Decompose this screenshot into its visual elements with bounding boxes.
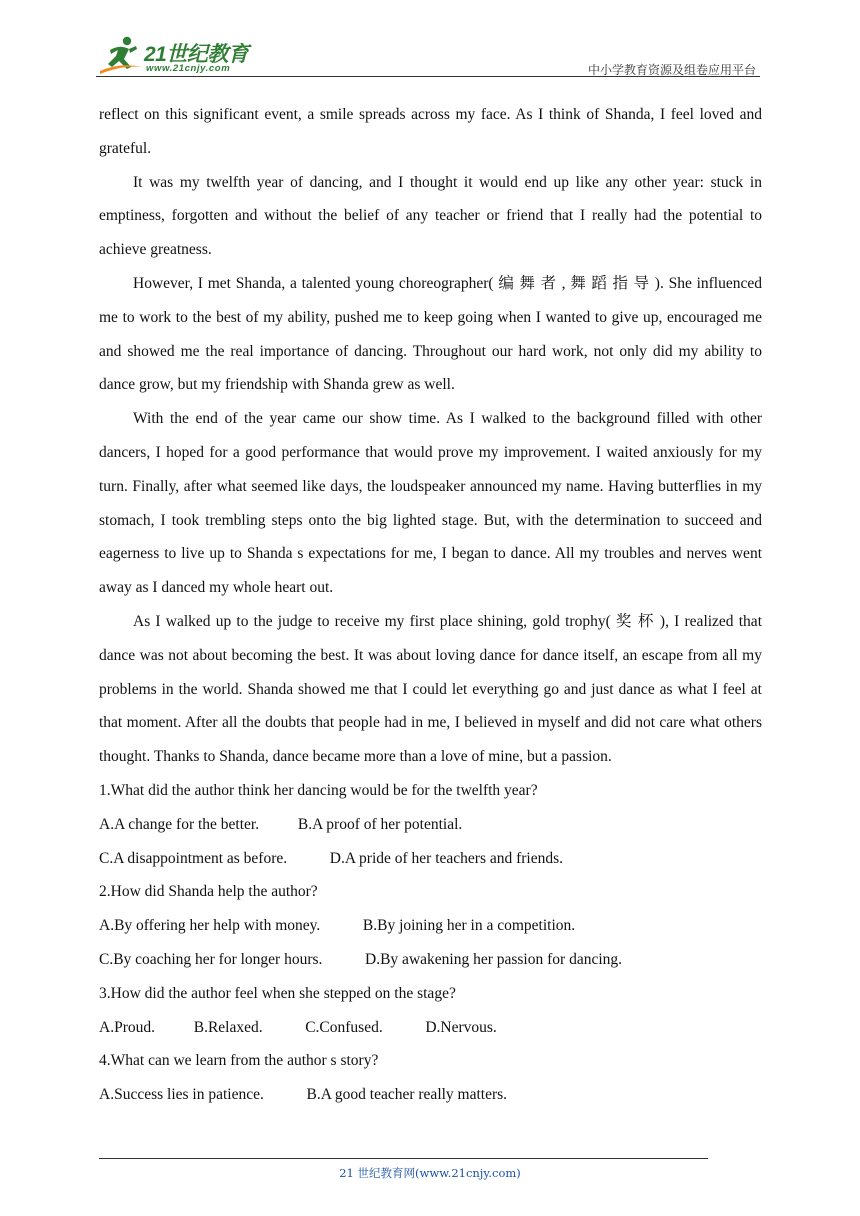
- question-stem: 1.What did the author think her dancing would be for the twelfth year?: [99, 781, 538, 799]
- question-options: C.By coaching her for longer hours. D.By awakening her passion for dancing.: [99, 950, 623, 968]
- header-divider: [96, 76, 760, 77]
- passage-paragraph: It was my twelfth year of dancing, and I thought it would end up like any other year: stuck in emptiness, forgotten and without the belief of any teacher or friend that I really had the potential to achieve greatness.: [99, 173, 762, 259]
- running-man-icon: [96, 34, 146, 76]
- logo-url: www.21cnjy.com: [146, 63, 231, 74]
- platform-name: 中小学教育资源及组卷应用平台: [587, 63, 756, 77]
- footer-divider: [99, 1158, 708, 1159]
- page-footer: 21 世纪教育网(www.21cnjy.com): [339, 1166, 521, 1180]
- passage-paragraph: However, I met Shanda, a talented young choreographer( 编 舞 者 , 舞 蹈 指 导 ). She influenced me to work to the best of my ability, pushed me to keep going when I wanted to give up, encouraged me and showed me the real importance of dancing. Throughout our hard work, not only did my ability to dance grow, but my friendship with Shanda grew as well.: [99, 274, 762, 394]
- question-stem: 4.What can we learn from the author s story?: [99, 1052, 379, 1070]
- question-stem: 3.How did the author feel when she stepped on the stage?: [99, 984, 456, 1002]
- question-options: A.A change for the better. B.A proof of her potential.: [99, 815, 463, 833]
- question-stem: 2.How did Shanda help the author?: [99, 883, 318, 901]
- logo-text: 21世纪教育: [144, 43, 249, 66]
- site-logo: [96, 34, 266, 76]
- page-header: [96, 30, 760, 80]
- document-body: [99, 98, 762, 1112]
- question-options: A.Proud. B.Relaxed. C.Confused. D.Nervous.: [99, 1018, 497, 1036]
- passage-paragraph: reflect on this significant event, a smile spreads across my face. As I think of Shanda, I feel loved and grateful.: [99, 106, 762, 157]
- passage-paragraph: With the end of the year came our show time. As I walked to the background filled with other dancers, I hoped for a good performance that would prove my improvement. I waited anxiously for my turn. Finally, after what seemed like days, the loudspeaker announced my name. Having butterflies in my stomach, I took trembling steps onto the big lighted stage. But, with the determination to succeed and eagerness to live up to Shanda s expectations for me, I began to dance. All my troubles and nerves went away as I danced my whole heart out.: [99, 410, 762, 597]
- passage-paragraph: As I walked up to the judge to receive my first place shining, gold trophy( 奖 杯 ), I realized that dance was not about becoming the best. It was about loving dance for dance itself, an escape from all my problems in the world. Shanda showed me that I could let everything go and just dance as what I feel at that moment. After all the doubts that people had in me, I believed in myself and did not care what others thought. Thanks to Shanda, dance became more than a love of mine, but a passion.: [99, 612, 762, 766]
- question-options: A.Success lies in patience. B.A good teacher really matters.: [99, 1086, 508, 1104]
- question-options: A.By offering her help with money. B.By joining her in a competition.: [99, 917, 576, 935]
- question-options: C.A disappointment as before. D.A pride of her teachers and friends.: [99, 849, 564, 867]
